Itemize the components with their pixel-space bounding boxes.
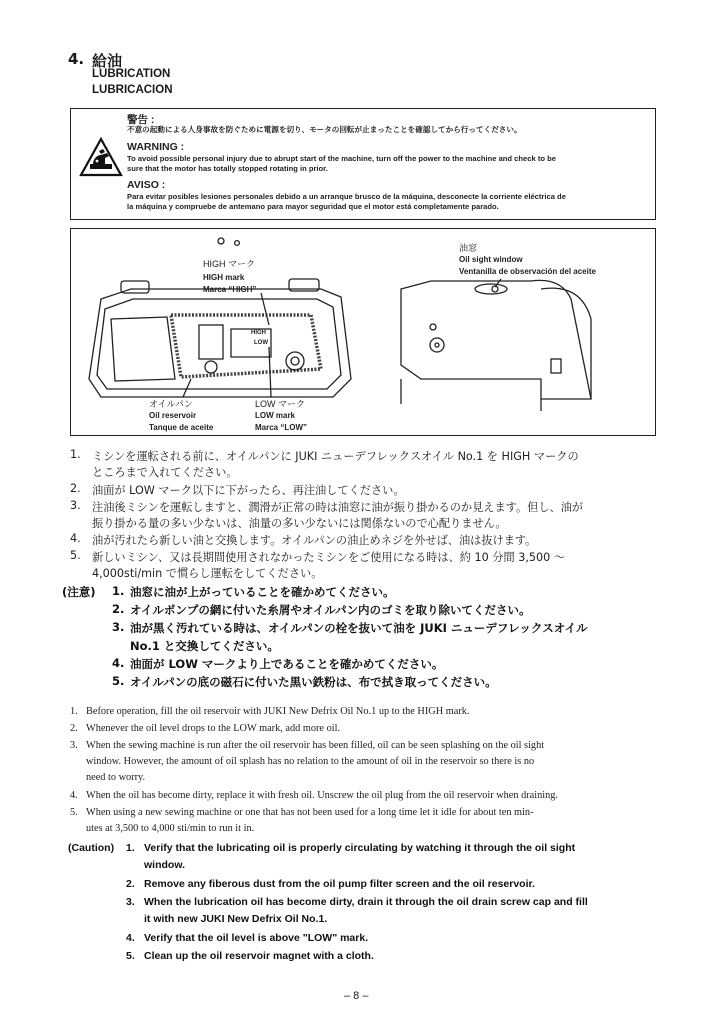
warning-es-text-1: Para evitar posibles lesiones personales debido a un arranque brusco de la máquina, desconecte la corriente eléctrica de (127, 192, 566, 201)
en-item-text: When the oil has become dirty, replace it with fresh oil. Unscrew the oil plug from the oil reservoir when draining. (86, 790, 558, 801)
sight-window-label-en: Oil sight window (459, 255, 523, 264)
warning-en-text-1: To avoid possible personal injury due to abrupt start of the machine, turn off the power to the machine and check to be (127, 154, 556, 163)
en-item-number: 3. (70, 740, 78, 751)
en-caution-number: 5. (126, 950, 135, 962)
en-item-text: Before operation, fill the oil reservoir with JUKI New Defrix Oil No.1 up to the HIGH mark. (86, 706, 470, 717)
jp-item-number: 1. (70, 448, 81, 461)
jp-item-text: 振り掛かる量の多い少ないは、油量の多い少ないには関係ないので心配りません。 (92, 517, 507, 530)
high-mark-label-jp: HIGH マーク (203, 259, 256, 269)
jp-item-number: 4. (70, 532, 81, 545)
jp-caution-text: 油が黒く汚れている時は、オイルパンの栓を抜いて油を JUKI ニューデフレックスオイル (130, 621, 588, 635)
warning-es-heading: AVISO : (127, 179, 166, 191)
jp-item-text: 油が汚れたら新しい油と交換します。オイルパンの油止めネジを外せば、油は抜けます。 (92, 534, 537, 547)
en-item-number: 5. (70, 807, 78, 818)
jp-caution-label: (注意) (62, 585, 96, 599)
jp-caution-number: 2. (112, 602, 125, 616)
en-item-number: 4. (70, 790, 78, 801)
section-number: 4. (68, 50, 85, 68)
jp-item-number: 2. (70, 482, 81, 495)
jp-item-text: ミシンを運転される前に、オイルパンに JUKI ニューデフレックスオイル No.1 を HIGH マークの (92, 450, 579, 463)
en-item-text: Whenever the oil level drops to the LOW mark, add more oil. (86, 723, 341, 734)
low-mark-label-jp: LOW マーク (255, 399, 306, 409)
jp-item-text: ところまで入れてください。 (92, 466, 238, 479)
jp-item-text: 新しいミシン、又は長期間使用されなかったミシンをご使用になる時は、約 10 分間 3,500 ～ (92, 551, 565, 564)
lubrication-figure (70, 228, 656, 436)
jp-item-text: 4,000sti/min で慣らし運転をしてください。 (92, 567, 323, 580)
reservoir-label-jp: オイルパン (149, 399, 193, 409)
jp-item-text: 注油後ミシンを運転しますと、潤滑が正常の時は油窓に油が振り掛かるのか見えます。但し、油が (92, 501, 584, 514)
en-caution-label: (Caution) (68, 842, 115, 854)
page-number: – 8 – (344, 990, 369, 1002)
warning-jp-heading: 警告 : (127, 114, 155, 126)
en-item-text: utes at 3,500 to 4,000 sti/min to run it in. (86, 823, 255, 834)
en-caution-text: window. (144, 859, 186, 871)
jp-caution-number: 4. (112, 656, 125, 670)
jp-caution-text: No.1 と交換してください。 (130, 639, 279, 653)
jp-caution-number: 1. (112, 584, 125, 598)
low-mark-label-es: Marca “LOW” (255, 423, 308, 432)
warning-jp-text: 不意の起動による人身事故を防ぐために電源を切り、モータの回転が止まったことを確認してから行ってください。 (127, 125, 522, 134)
section-title-jp: 給油 (92, 52, 123, 70)
en-caution-number: 4. (126, 932, 135, 944)
warning-en-text-2: sure that the motor has totally stopped rotating in prior. (127, 164, 328, 173)
low-mark-label-en: LOW mark (255, 411, 296, 420)
en-caution-text: When the lubrication oil has become dirty, drain it through the oil drain screw cap and fill (144, 896, 588, 908)
en-caution-number: 1. (126, 842, 135, 854)
en-caution-text: it with new JUKI New Defrix Oil No.1. (144, 913, 328, 925)
jp-caution-text: 油窓に油が上がっていることを確かめてください。 (130, 585, 395, 599)
en-caution-text: Remove any fiberous dust from the oil pump filter screen and the oil reservoir. (144, 878, 535, 890)
sight-window-label-jp: 油窓 (459, 243, 478, 253)
jp-caution-number: 3. (112, 620, 125, 634)
en-item-number: 1. (70, 706, 78, 717)
jp-item-text: 油面が LOW マーク以下に下がったら、再注油してください。 (92, 484, 405, 497)
jp-caution-text: 油面が LOW マークより上であることを確かめてください。 (130, 657, 444, 671)
sight-window-label-es: Ventanilla de observación del aceite (459, 267, 596, 276)
high-mark-label-es: Marca “HIGH” (203, 285, 257, 294)
warning-es-text-2: la máquina y compruebe de antemano para mayor seguridad que el motor está completamente parado. (127, 202, 499, 211)
warning-en-heading: WARNING : (127, 141, 185, 153)
section-title-es: LUBRICACION (92, 84, 173, 96)
jp-item-number: 5. (70, 549, 81, 562)
reservoir-label-es: Tanque de aceite (149, 423, 214, 432)
en-item-number: 2. (70, 723, 78, 734)
en-item-text: When using a new sewing machine or one that has not been used for a long time let it idle for about ten min- (86, 807, 534, 818)
mark-low-label: LOW (254, 340, 268, 346)
en-item-text: window. However, the amount of oil splash has no relation to the amount of oil in the reservoir so there is no (86, 756, 535, 767)
warning-hand-icon (79, 137, 123, 177)
en-caution-text: Verify that the oil level is above "LOW" mark. (144, 932, 369, 944)
en-item-text: When the sewing machine is run after the oil reservoir has been filled, oil can be seen splashing on the oil sight (86, 740, 545, 751)
en-caution-number: 2. (126, 878, 135, 890)
en-caution-text: Verify that the lubricating oil is properly circulating by watching it through the oil sight (144, 842, 576, 854)
en-caution-number: 3. (126, 896, 135, 908)
high-mark-label-en: HIGH mark (203, 273, 245, 282)
jp-caution-text: オイルパンの底の磁石に付いた黒い鉄粉は、布で拭き取ってください。 (130, 675, 497, 689)
jp-caution-number: 5. (112, 674, 125, 688)
jp-caution-text: オイルポンプの網に付いた糸屑やオイルパン内のゴミを取り除いてください。 (130, 603, 531, 617)
section-title-en: LUBRICATION (92, 68, 171, 80)
en-item-text: need to worry. (86, 772, 146, 783)
warning-box (70, 108, 656, 220)
en-caution-text: Clean up the oil reservoir magnet with a cloth. (144, 950, 374, 962)
mark-high-label: HIGH (251, 330, 266, 336)
reservoir-label-en: Oil reservoir (149, 411, 197, 420)
jp-item-number: 3. (70, 499, 81, 512)
